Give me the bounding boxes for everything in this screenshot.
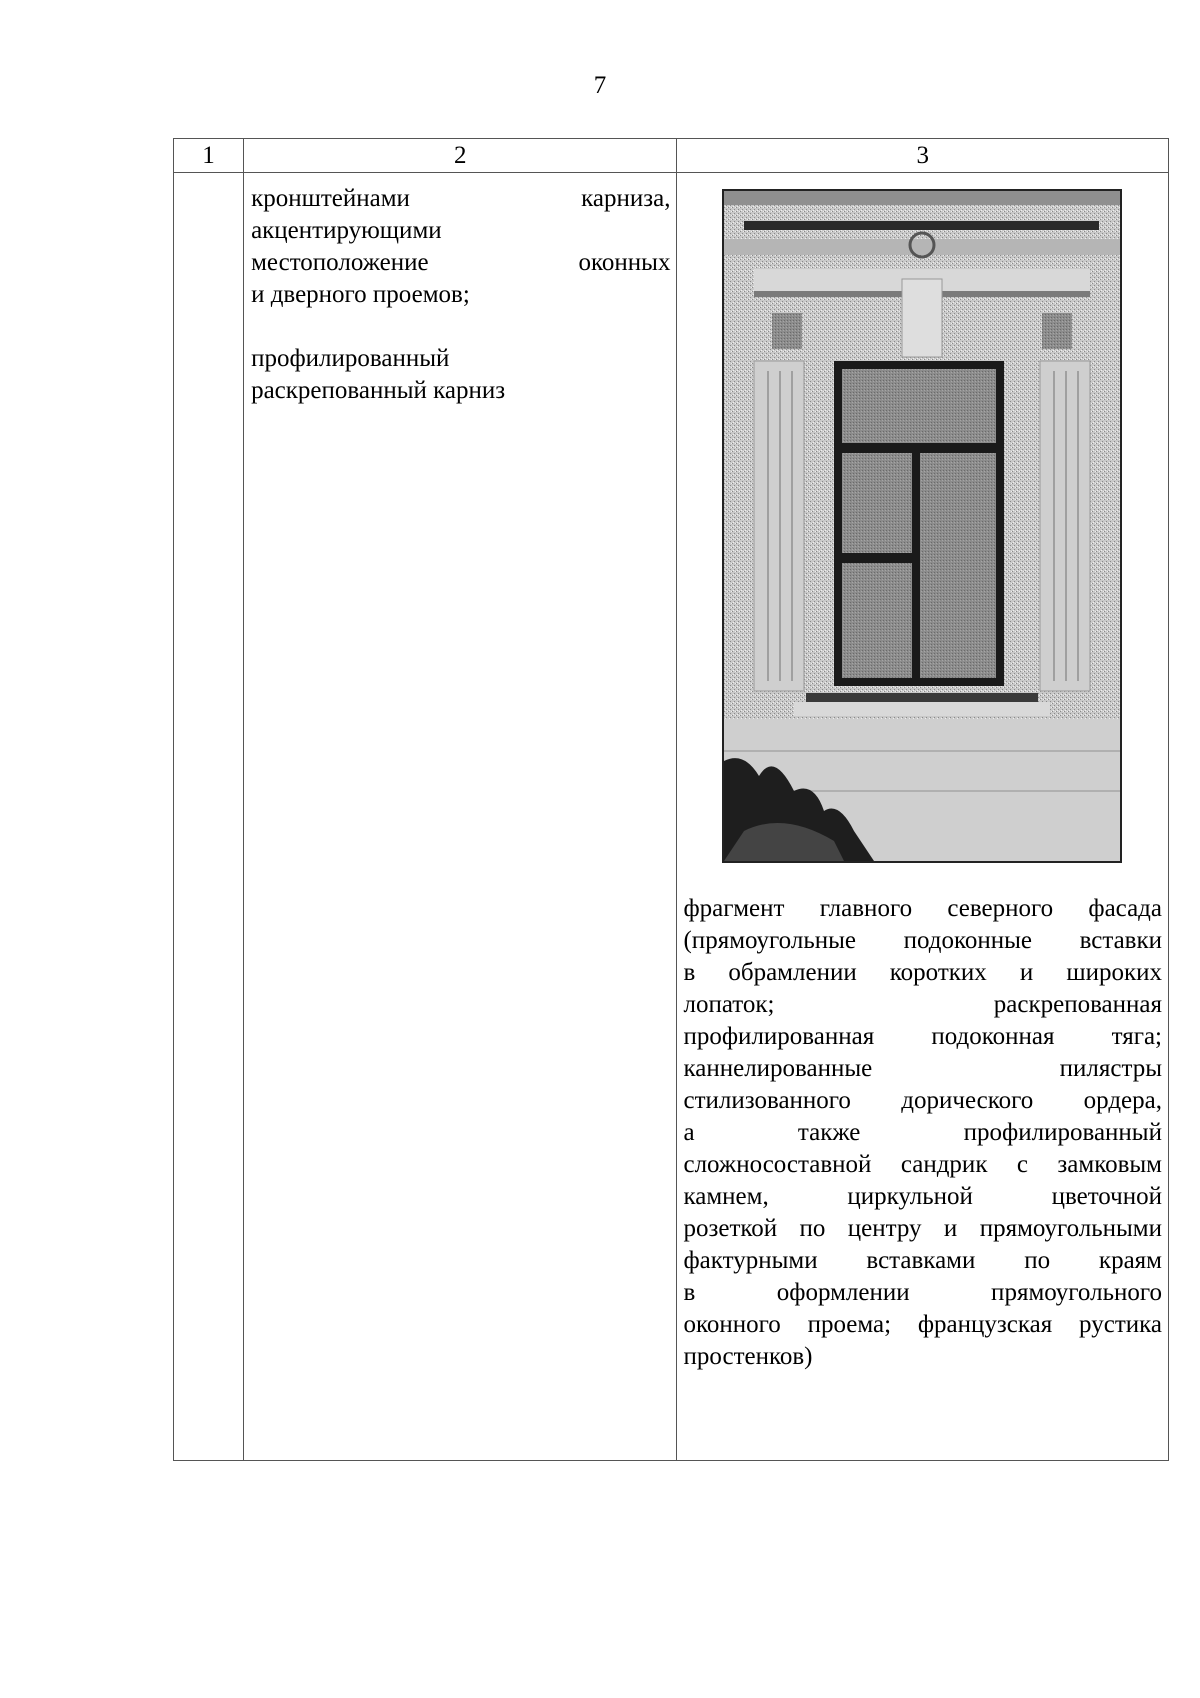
caption-line: фактурными вставками по краям (683, 1247, 1162, 1274)
text-line: раскрепованный карниз (251, 377, 506, 404)
caption-line: а также профилированный (683, 1119, 1162, 1146)
cell-col-3 (677, 173, 1169, 1461)
facade-table (173, 138, 1169, 1461)
caption-line: профилированная подоконная тяга; (683, 1023, 1162, 1050)
caption-line: оконного проема; французская рустика (683, 1311, 1162, 1338)
caption-line: простенков) (683, 1343, 813, 1370)
text-line: и дверного проемов; (251, 281, 470, 308)
text-line: кронштейнами карниза, (251, 185, 671, 212)
photo-caption (677, 863, 1168, 1373)
table-row (174, 173, 1169, 1461)
description-text (244, 173, 676, 407)
page-number: 7 (593, 72, 607, 99)
cell-col-2 (244, 173, 677, 1461)
header-col-2: 2 (244, 139, 677, 173)
table-header-row (174, 139, 1169, 173)
caption-line: фрагмент главного северного фасада (683, 895, 1162, 922)
caption-line: каннелированные пилястры (683, 1055, 1162, 1082)
cell-col-1 (174, 173, 244, 1461)
caption-line: в обрамлении коротких и широких (683, 959, 1162, 986)
header-col-3: 3 (677, 139, 1169, 173)
caption-line: сложносоставной сандрик с замковым (683, 1151, 1162, 1178)
caption-line: стилизованного дорического ордера, (683, 1087, 1162, 1114)
caption-line: камнем, циркульной цветочной (683, 1183, 1162, 1210)
text-line: акцентирующими (251, 217, 442, 244)
header-col-1: 1 (174, 139, 244, 173)
facade-photo (722, 189, 1122, 863)
caption-line: розеткой по центру и прямоугольными (683, 1215, 1162, 1242)
text-line: профилированный (251, 345, 450, 372)
caption-line: в оформлении прямоугольного (683, 1279, 1162, 1306)
caption-line: лопаток; раскрепованная (683, 991, 1162, 1018)
caption-line: (прямоугольные подоконные вставки (683, 927, 1162, 954)
text-line: местоположение оконных (251, 249, 671, 276)
